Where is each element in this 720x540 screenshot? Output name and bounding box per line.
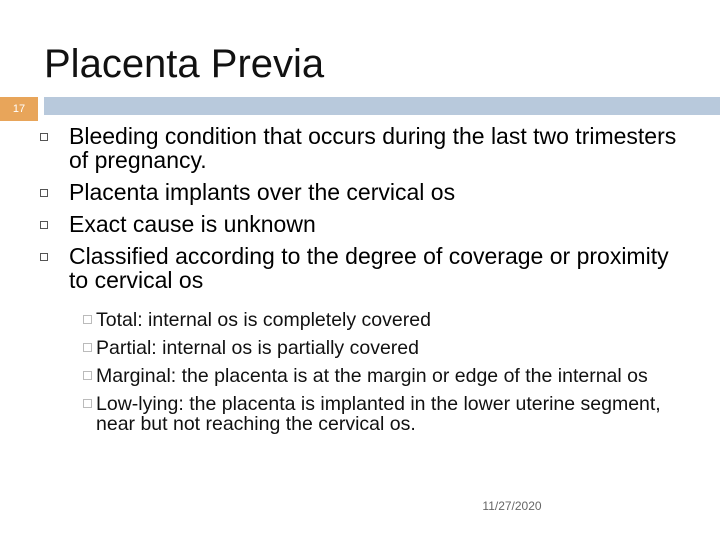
bullet-list bbox=[40, 124, 680, 300]
square-sub-bullet-icon bbox=[83, 371, 92, 380]
square-bullet-icon bbox=[40, 133, 48, 141]
slide-number: 17 bbox=[0, 97, 38, 121]
list-item bbox=[40, 180, 680, 204]
square-bullet-icon bbox=[40, 221, 48, 229]
square-bullet-icon bbox=[40, 189, 48, 197]
sub-bullet-text: Partial: internal os is partially covered bbox=[96, 337, 419, 359]
sub-bullet-list bbox=[83, 310, 693, 442]
list-item bbox=[83, 366, 693, 386]
bullet-text: Exact cause is unknown bbox=[69, 211, 316, 237]
list-item bbox=[83, 394, 693, 434]
list-item bbox=[40, 212, 680, 236]
sub-bullet-text: Low-lying: the placenta is implanted in the lower uterine segment, near but not reaching the cervical os. bbox=[96, 393, 661, 435]
square-sub-bullet-icon bbox=[83, 399, 92, 408]
header-divider bbox=[44, 97, 720, 115]
list-item bbox=[83, 310, 693, 330]
slide-title: Placenta Previa bbox=[44, 42, 325, 86]
sub-bullet-text: Marginal: the placenta is at the margin or edge of the internal os bbox=[96, 365, 648, 387]
sub-bullet-text: Total: internal os is completely covered bbox=[96, 309, 431, 331]
square-sub-bullet-icon bbox=[83, 343, 92, 352]
list-item bbox=[83, 338, 693, 358]
list-item bbox=[40, 244, 680, 292]
slide-date: 11/27/2020 bbox=[482, 499, 542, 513]
bullet-text: Placenta implants over the cervical os bbox=[69, 179, 456, 205]
square-bullet-icon bbox=[40, 253, 48, 261]
bullet-text: Classified according to the degree of coverage or proximity to cervical os bbox=[69, 243, 669, 293]
list-item bbox=[40, 124, 680, 172]
bullet-text: Bleeding condition that occurs during the last two trimesters of pregnancy. bbox=[69, 123, 677, 173]
square-sub-bullet-icon bbox=[83, 315, 92, 324]
